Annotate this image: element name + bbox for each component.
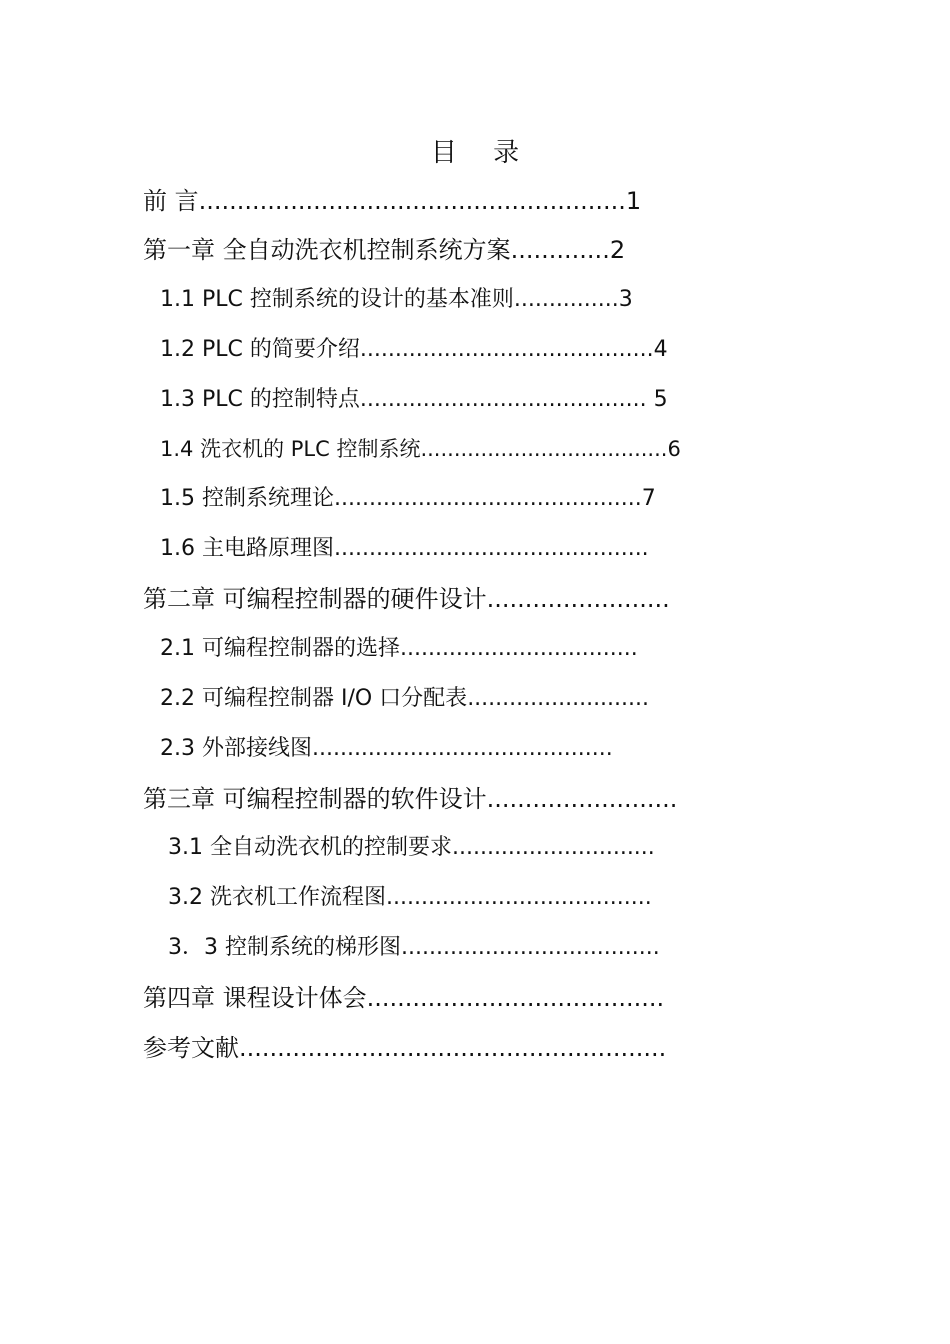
toc-title: 目 录 xyxy=(430,138,534,168)
toc-label: 前 言 xyxy=(143,187,199,215)
toc-leader-dots: .......................... xyxy=(467,686,650,711)
toc-label: 3.1 全自动洗衣机的控制要求 xyxy=(168,835,452,860)
toc-leader-dots: ............................................ xyxy=(333,486,642,511)
toc-page-number: 3 xyxy=(618,287,633,312)
toc-label: 第二章 可编程控制器的硬件设计 xyxy=(143,585,487,613)
toc-leader-dots: .................................. xyxy=(399,636,638,661)
toc-entry-1-4 xyxy=(160,434,681,464)
toc-label: 1.3 PLC 的控制特点 xyxy=(160,387,360,412)
toc-label: 参考文献 xyxy=(143,1034,239,1062)
toc-entry-chapter-3 xyxy=(143,784,677,814)
toc-leader-dots: ........................................................ xyxy=(198,187,626,215)
toc-page-number: 4 xyxy=(653,337,668,362)
toc-page-number: 7 xyxy=(641,486,656,511)
toc-leader-dots: .......................................... xyxy=(359,337,654,362)
toc-entry-chapter-1 xyxy=(143,235,625,265)
toc-leader-dots: ........................ xyxy=(486,585,670,613)
toc-leader-dots: ..................................... xyxy=(401,935,660,960)
toc-label: 2.3 外部接线图 xyxy=(160,736,312,761)
toc-label: 2.1 可编程控制器的选择 xyxy=(160,636,400,661)
toc-label: 1.2 PLC 的简要介绍 xyxy=(160,337,360,362)
toc-leader-dots: ............................................. xyxy=(333,536,649,561)
toc-label: 第三章 可编程控制器的软件设计 xyxy=(143,785,487,813)
toc-page-number: 6 xyxy=(667,437,681,461)
toc-leader-dots: ..................................... xyxy=(420,437,668,461)
toc-label: 1.5 控制系统理论 xyxy=(160,486,334,511)
toc-label: 3．3 控制系统的梯形图 xyxy=(168,935,401,960)
toc-leader-dots: ............... xyxy=(513,287,619,312)
toc-leader-dots: ......................... xyxy=(486,785,678,813)
toc-label: 第四章 课程设计体会 xyxy=(143,984,367,1012)
toc-leader-dots: ...................................... xyxy=(385,885,652,910)
toc-entry-references xyxy=(143,1033,666,1063)
toc-entry-preface xyxy=(143,186,641,216)
toc-leader-dots: ............. xyxy=(510,236,610,264)
toc-page-number: 5 xyxy=(653,387,668,412)
toc-entry-1-2 xyxy=(160,335,668,365)
toc-page-number: 2 xyxy=(609,236,626,264)
toc-entry-chapter-2 xyxy=(143,584,670,614)
toc-entry-2-2 xyxy=(160,684,649,714)
toc-leader-dots: ........................................... xyxy=(311,736,613,761)
toc-label: 第一章 全自动洗衣机控制系统方案 xyxy=(143,236,511,264)
toc-entry-1-1 xyxy=(160,285,633,315)
toc-entry-3-3 xyxy=(168,933,660,963)
toc-entry-1-5 xyxy=(160,484,656,514)
toc-entry-3-1 xyxy=(168,833,655,863)
toc-label: 1.6 主电路原理图 xyxy=(160,536,334,561)
toc-entry-2-3 xyxy=(160,734,613,764)
toc-entry-2-1 xyxy=(160,634,638,664)
toc-leader-dots: ........................................................ xyxy=(239,1034,667,1062)
toc-entry-1-3 xyxy=(160,385,668,415)
toc-entry-1-6 xyxy=(160,534,649,564)
toc-entry-chapter-4 xyxy=(143,983,664,1013)
toc-leader-dots: ......................................... xyxy=(359,387,654,412)
toc-label: 2.2 可编程控制器 I/O 口分配表 xyxy=(160,686,468,711)
toc-entry-3-2 xyxy=(168,883,652,913)
toc-label: 1.1 PLC 控制系统的设计的基本准则 xyxy=(160,287,514,312)
toc-page-number: 1 xyxy=(625,187,642,215)
toc-label: 1.4 洗衣机的 PLC 控制系统 xyxy=(160,437,421,461)
toc-label: 3.2 洗衣机工作流程图 xyxy=(168,885,386,910)
toc-leader-dots: ....................................... xyxy=(366,984,665,1012)
toc-leader-dots: ............................. xyxy=(451,835,655,860)
